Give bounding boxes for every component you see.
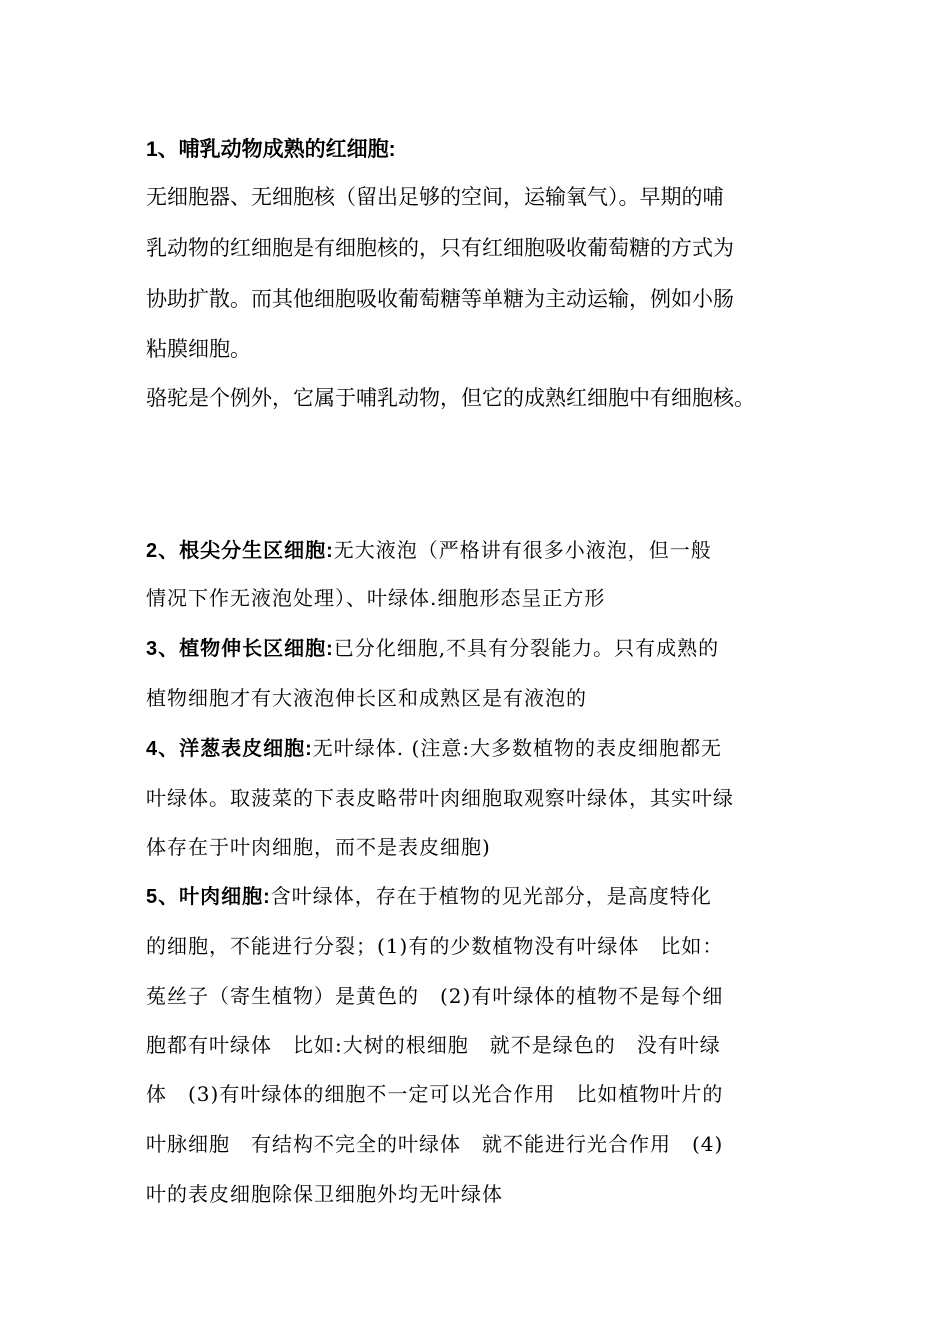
section1-line-3: 协助扩散。而其他细胞吸收葡萄糖等单糖为主动运输，例如小肠	[146, 288, 734, 311]
section2-text-1: 无大液泡（严格讲有很多小液泡，但一般	[333, 538, 712, 562]
section3-line-1	[146, 634, 719, 663]
section1-line-5: 骆驼是个例外，它属于哺乳动物，但它的成熟红细胞中有细胞核。	[146, 387, 755, 410]
section1-line-2: 乳动物的红细胞是有细胞核的，只有红细胞吸收葡萄糖的方式为	[146, 237, 734, 260]
section4-line-3: 体存在于叶肉细胞，而不是表皮细胞)	[146, 835, 491, 859]
section5-line-3: 菟丝子（寄生植物）是黄色的 (2)有叶绿体的植物不是每个细	[146, 984, 724, 1008]
section5-line-5: 体 (3)有叶绿体的细胞不一定可以光合作用 比如植物叶片的	[146, 1082, 724, 1106]
section1-line-1: 无细胞器、无细胞核（留出足够的空间，运输氧气）。早期的哺	[146, 186, 724, 209]
section3-line-2: 植物细胞才有大液泡伸长区和成熟区是有液泡的	[146, 686, 587, 710]
section1-heading: 1、哺乳动物成熟的红细胞:	[146, 138, 396, 161]
section4-line-2: 叶绿体。取菠菜的下表皮略带叶肉细胞取观察叶绿体，其实叶绿	[146, 786, 734, 810]
section5-line-6: 叶脉细胞 有结构不完全的叶绿体 就不能进行光合作用 (4)	[146, 1132, 724, 1156]
section5-line-2: 的细胞，不能进行分裂；(1)有的少数植物没有叶绿体 比如：	[146, 934, 724, 958]
section5-line-7: 叶的表皮细胞除保卫细胞外均无叶绿体	[146, 1182, 503, 1206]
section1-line-4: 粘膜细胞。	[146, 338, 251, 361]
section3-text-1: 已分化细胞,不具有分裂能力。只有成熟的	[333, 636, 720, 660]
section3-label: 3、植物伸长区细胞:	[146, 638, 334, 660]
section5-text-1: 含叶绿体，存在于植物的见光部分，是高度特化	[270, 884, 712, 908]
section2-line-2: 情况下作无液泡处理）、叶绿体.细胞形态呈正方形	[146, 586, 606, 610]
section4-text-1: 无叶绿体. (注意:大多数植物的表皮细胞都无	[312, 736, 723, 760]
section2-line-1	[146, 536, 712, 565]
section4-label: 4、洋葱表皮细胞:	[146, 738, 313, 760]
section5-line-4: 胞都有叶绿体 比如:大树的根细胞 就不是绿色的 没有叶绿	[146, 1033, 721, 1057]
section2-label: 2、根尖分生区细胞:	[146, 540, 334, 562]
section4-line-1	[146, 734, 722, 763]
section5-line-1	[146, 882, 712, 911]
section5-label: 5、叶肉细胞:	[146, 886, 271, 908]
